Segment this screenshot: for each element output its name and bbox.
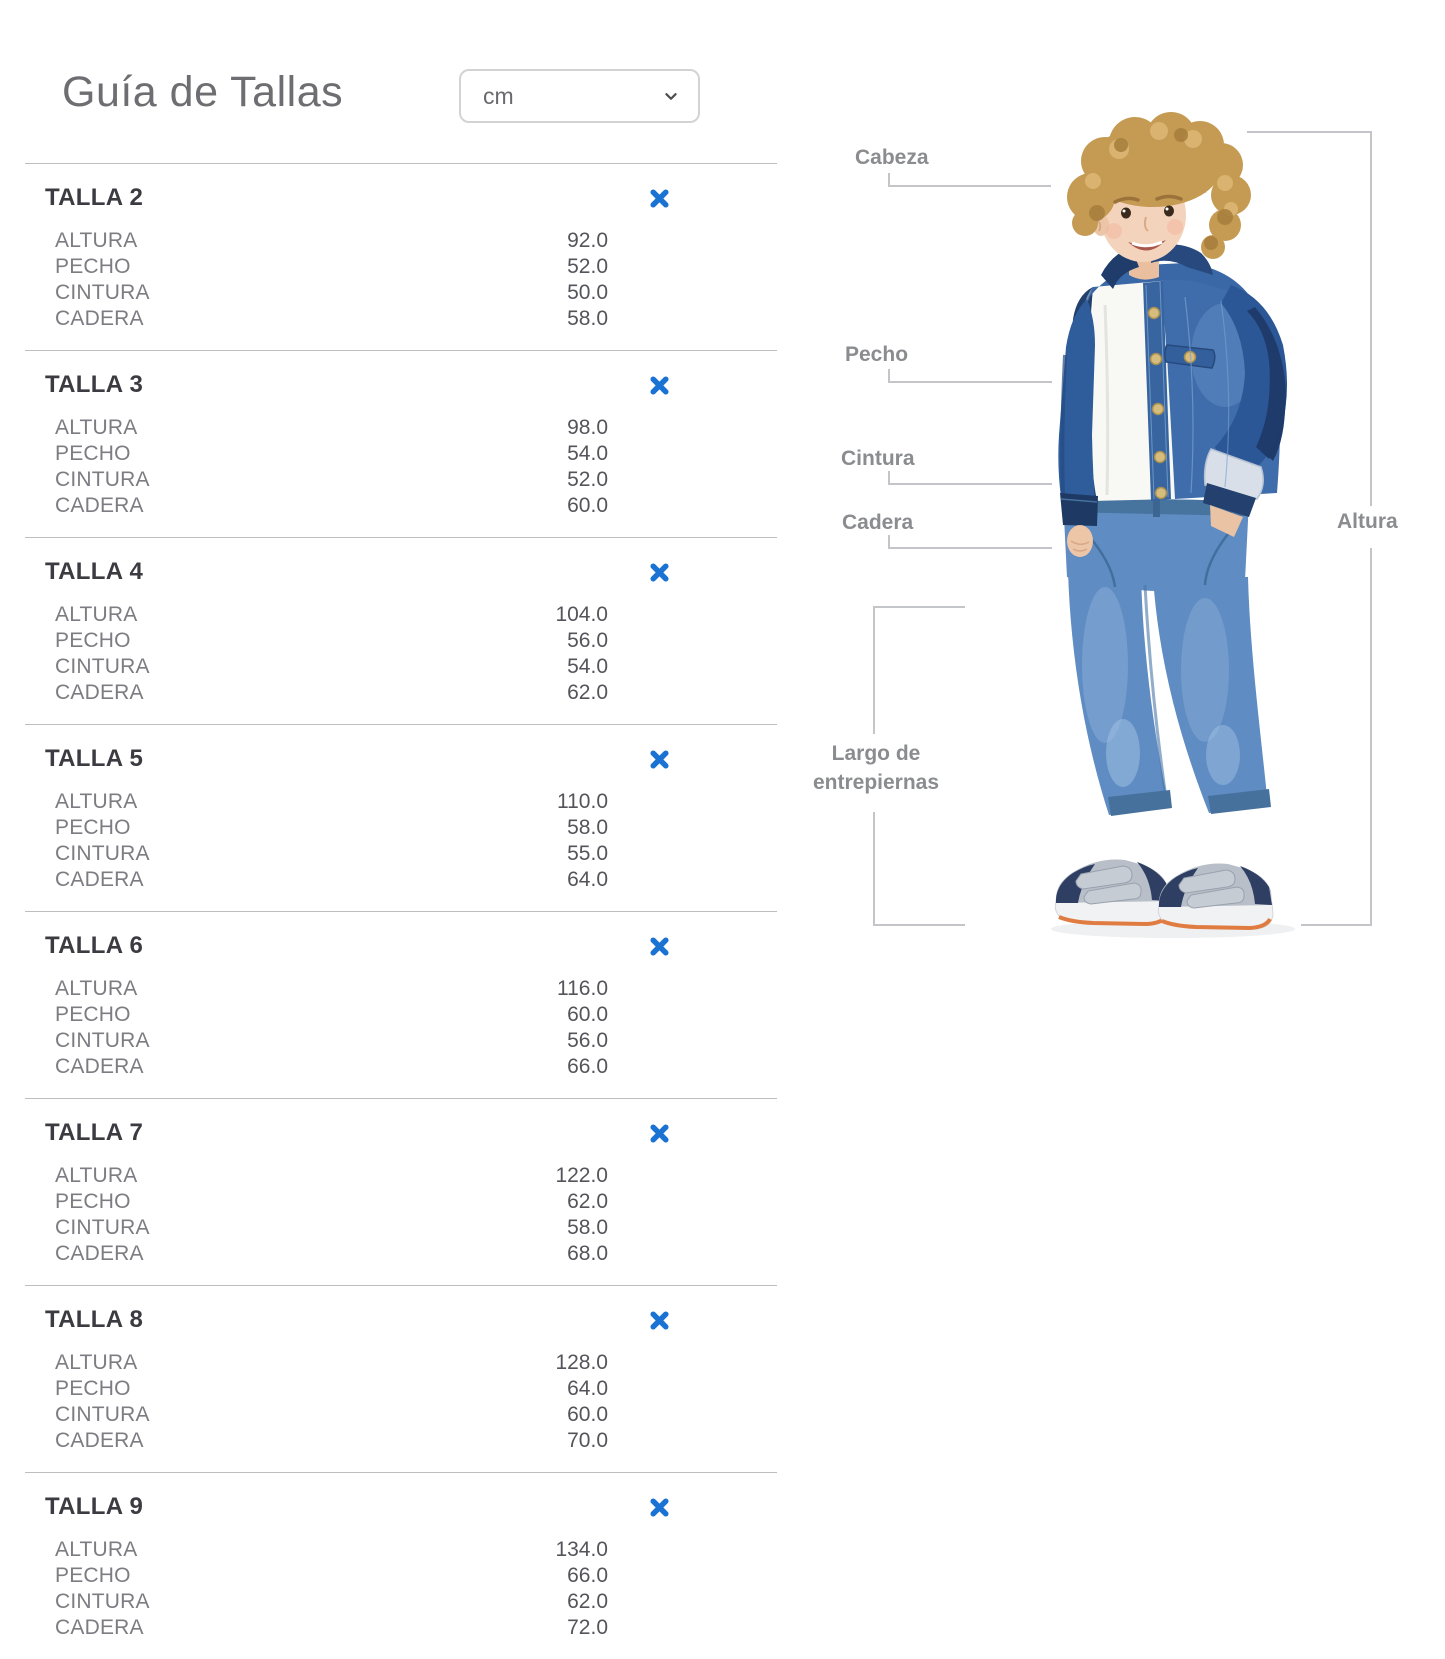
measurement-label: PECHO [55,1377,131,1400]
measurement-row [25,280,777,306]
size-title: TALLA 8 [45,1306,144,1333]
measurement-value: 64.0 [567,1377,608,1400]
measurement-value: 66.0 [567,1564,608,1587]
measurement-row [25,1163,777,1189]
measurement-label: ALTURA [55,416,138,439]
chevron-down-icon [660,85,682,107]
section-header [25,745,777,775]
measurement-value: 128.0 [555,1351,608,1374]
altura-label: Altura [1337,510,1398,533]
measurement-label: ALTURA [55,603,138,626]
size-section-talla-2 [25,163,777,350]
measurement-value: 58.0 [567,307,608,330]
section-header [25,1119,777,1149]
measurement-row [25,680,777,706]
close-icon [649,936,670,957]
measurement-row [25,1028,777,1054]
measurement-row [25,441,777,467]
measurement-label: CINTURA [55,842,150,865]
measurement-row [25,1589,777,1615]
remove-size-button[interactable] [649,186,673,210]
measurement-value: 70.0 [567,1429,608,1452]
measurement-label: PECHO [55,255,131,278]
measurement-row [25,467,777,493]
pecho-pointer-line [888,381,1052,383]
jeans [1063,497,1271,816]
cabeza-label: Cabeza [855,146,929,169]
measurement-value: 92.0 [567,229,608,252]
largo-bracket-vertical-bottom [873,812,875,926]
size-title: TALLA 6 [45,932,144,959]
measurement-label: CADERA [55,307,144,330]
largo-label-line2: entrepiernas [812,771,940,794]
measurement-row [25,1376,777,1402]
remove-size-button[interactable] [649,934,673,958]
largo-entrepiernas-label [792,739,960,797]
measurement-label: ALTURA [55,1164,138,1187]
measurement-row [25,228,777,254]
altura-bracket-bottom-arm [1301,924,1372,926]
measurement-label: PECHO [55,816,131,839]
page-title: Guía de Tallas [62,68,344,116]
measurement-row [25,1615,777,1641]
measurement-row [25,654,777,680]
measurement-label: ALTURA [55,790,138,813]
measurement-label: PECHO [55,1190,131,1213]
measurement-row [25,493,777,519]
measurement-value: 66.0 [567,1055,608,1078]
measurement-value: 98.0 [567,416,608,439]
size-title: TALLA 3 [45,371,144,398]
measurement-label: PECHO [55,629,131,652]
remove-size-button[interactable] [649,747,673,771]
measurement-label: ALTURA [55,229,138,252]
close-icon [649,749,670,770]
remove-size-button[interactable] [649,1121,673,1145]
shoe-left [1055,859,1170,925]
size-title: TALLA 4 [45,558,144,585]
size-sections-list [25,163,777,1659]
measurement-label: CADERA [55,1055,144,1078]
measurement-value: 64.0 [567,868,608,891]
remove-size-button[interactable] [649,1495,673,1519]
section-header [25,371,777,401]
measurement-row [25,789,777,815]
measurement-row [25,1537,777,1563]
measurement-label: CINTURA [55,1590,150,1613]
close-icon [649,1123,670,1144]
size-section-talla-3 [25,350,777,537]
largo-bracket-bottom-arm [873,924,965,926]
section-header [25,558,777,588]
size-guide-photo [1035,105,1305,945]
measurement-label: CINTURA [55,655,150,678]
measurement-label: PECHO [55,1564,131,1587]
size-title: TALLA 9 [45,1493,144,1520]
measurement-row [25,1215,777,1241]
measurement-label: CINTURA [55,281,150,304]
measurement-row [25,1241,777,1267]
remove-size-button[interactable] [649,1308,673,1332]
measurement-label: CADERA [55,1242,144,1265]
close-icon [649,562,670,583]
measurement-label: CINTURA [55,1403,150,1426]
size-title: TALLA 7 [45,1119,144,1146]
size-section-talla-7 [25,1098,777,1285]
measurement-label: CINTURA [55,1216,150,1239]
measurement-value: 104.0 [555,603,608,626]
cabeza-pointer-line [888,185,1051,187]
measurement-row [25,976,777,1002]
measurement-value: 68.0 [567,1242,608,1265]
measurement-value: 116.0 [557,977,608,1000]
measurement-value: 58.0 [567,816,608,839]
measurement-label: CADERA [55,494,144,517]
measurement-value: 62.0 [567,681,608,704]
measurement-label: PECHO [55,1003,131,1026]
measurement-row [25,815,777,841]
pecho-label: Pecho [845,343,909,366]
measurement-value: 72.0 [567,1616,608,1639]
measurement-value: 56.0 [567,629,608,652]
measurement-value: 58.0 [567,1216,608,1239]
measurement-row [25,1402,777,1428]
measurement-row [25,602,777,628]
measurement-label: ALTURA [55,1538,138,1561]
measurement-row [25,867,777,893]
size-section-talla-5 [25,724,777,911]
size-section-talla-6 [25,911,777,1098]
measurement-value: 52.0 [567,255,608,278]
altura-bracket-vertical-bottom [1370,548,1372,926]
measurement-label: CADERA [55,681,144,704]
section-header [25,1306,777,1336]
cintura-label: Cintura [841,447,915,470]
remove-size-button[interactable] [649,560,673,584]
size-section-talla-4 [25,537,777,724]
remove-size-button[interactable] [649,373,673,397]
size-title: TALLA 2 [45,184,144,211]
largo-bracket-top-arm [873,606,965,608]
measurement-row [25,415,777,441]
measurement-value: 62.0 [567,1590,608,1613]
cadera-pointer-line [888,547,1052,549]
measurement-value: 56.0 [567,1029,608,1052]
measurement-label: ALTURA [55,1351,138,1374]
measurement-label: ALTURA [55,977,138,1000]
measurement-label: CINTURA [55,468,150,491]
measurement-row [25,628,777,654]
measurement-value: 122.0 [555,1164,608,1187]
measurement-row [25,1350,777,1376]
shoe-right [1158,863,1273,929]
measurement-value: 134.0 [555,1538,608,1561]
close-icon [649,1497,670,1518]
measurement-value: 54.0 [567,655,608,678]
measurement-value: 50.0 [567,281,608,304]
close-icon [649,188,670,209]
measurement-value: 110.0 [557,790,608,813]
measurement-value: 60.0 [567,494,608,517]
measurement-label: CADERA [55,868,144,891]
section-header [25,184,777,214]
cintura-pointer-line [888,483,1052,485]
measurement-row [25,306,777,332]
measurement-row [25,1563,777,1589]
measurement-row [25,1428,777,1454]
section-header [25,1493,777,1523]
size-section-talla-8 [25,1285,777,1472]
measurement-value: 60.0 [567,1403,608,1426]
altura-bracket-vertical-top [1370,131,1372,506]
measurement-row [25,1054,777,1080]
measurement-row [25,1189,777,1215]
cadera-label: Cadera [842,511,914,534]
head [1067,112,1251,289]
measurement-row [25,254,777,280]
measurement-label: CADERA [55,1616,144,1639]
measurement-label: CINTURA [55,1029,150,1052]
measurement-value: 52.0 [567,468,608,491]
close-icon [649,375,670,396]
measurement-row [25,841,777,867]
measurement-value: 54.0 [567,442,608,465]
measurement-label: PECHO [55,442,131,465]
largo-label-line1: Largo de [831,742,921,765]
size-title: TALLA 5 [45,745,144,772]
size-section-talla-9 [25,1472,777,1659]
unit-select[interactable] [459,69,700,123]
largo-bracket-vertical-top [873,606,875,734]
close-icon [649,1310,670,1331]
measurement-row [25,1002,777,1028]
section-header [25,932,777,962]
unit-select-value: cm [483,82,514,109]
measurement-value: 62.0 [567,1190,608,1213]
measurement-value: 55.0 [567,842,608,865]
measurement-label: CADERA [55,1429,144,1452]
measurement-value: 60.0 [567,1003,608,1026]
